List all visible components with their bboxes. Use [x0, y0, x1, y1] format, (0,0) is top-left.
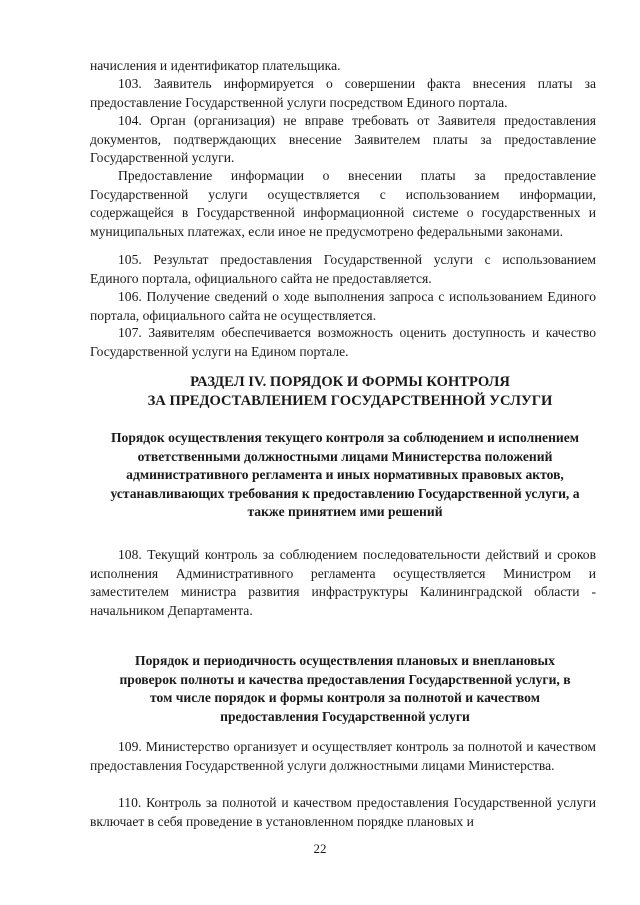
paragraph-continuation: начисления и идентификатор плательщика.: [90, 58, 341, 73]
section-heading-line-2: ЗА ПРЕДОСТАВЛЕНИЕМ ГОСУДАРСТВЕННОЙ УСЛУГИ: [147, 392, 553, 409]
paragraph-105: 105. Результат предоставления Государственной услуги с использованием Единого портала, официального сайта не предоставляется.: [90, 252, 596, 286]
paragraph-103: 103. Заявитель информируется о совершении факта внесения платы за предоставление Государственной услуги посредством Единого портала.: [90, 76, 596, 110]
paragraph-109: 109. Министерство организует и осуществляет контроль за полнотой и качеством предоставления Государственной услуги должностными лицами Министерства.: [90, 739, 596, 773]
paragraph-fee-info: Предоставление информации о внесении платы за предоставление Государственной услуги осуществляется с использованием информации, содержащейся в Государственной информационной системе о государственных и муниципальных платежах, если иное не предусмотрено федеральными законами.: [90, 168, 596, 239]
paragraph-107: 107. Заявителям обеспечивается возможность оценить доступность и качество Государственной услуги на Едином портале.: [90, 325, 596, 359]
paragraph-110: 110. Контроль за полнотой и качеством предоставления Государственной услуги включает в себя проведение в установленном порядке плановых и: [90, 795, 596, 829]
section-heading-line-1: РАЗДЕЛ IV. ПОРЯДОК И ФОРМЫ КОНТРОЛЯ: [190, 374, 510, 390]
subheading-inspections: Порядок и периодичность осуществления плановых и внеплановых проверок полноты и качества предоставления Государственной услуги, в том числе порядок и формы контроля за полнотой и качеством предоставления Государственной услуги: [119, 653, 571, 724]
subheading-current-control: Порядок осуществления текущего контроля за соблюдением и исполнением ответственными должностными лицами Министерства положений административного регламента и иных нормативных правовых актов, устанавливающих требования к предоставлению Государственной услуги, а также принятием ими решений: [110, 430, 580, 519]
paragraph-108: 108. Текущий контроль за соблюдением последовательности действий и сроков исполнения Административного регламента осуществляется Министром и заместителем министра развития инфраструктуры Калининградской области - начальником Департамента.: [90, 547, 596, 618]
paragraph-104: 104. Орган (организация) не вправе требовать от Заявителя предоставления документов, подтверждающих внесение Заявителем платы за предоставление Государственной услуги.: [90, 113, 596, 165]
paragraph-106: 106. Получение сведений о ходе выполнения запроса с использованием Единого портала, официального сайта не осуществляется.: [90, 289, 596, 323]
page-number: 22: [313, 841, 327, 856]
section-heading: [130, 373, 570, 410]
